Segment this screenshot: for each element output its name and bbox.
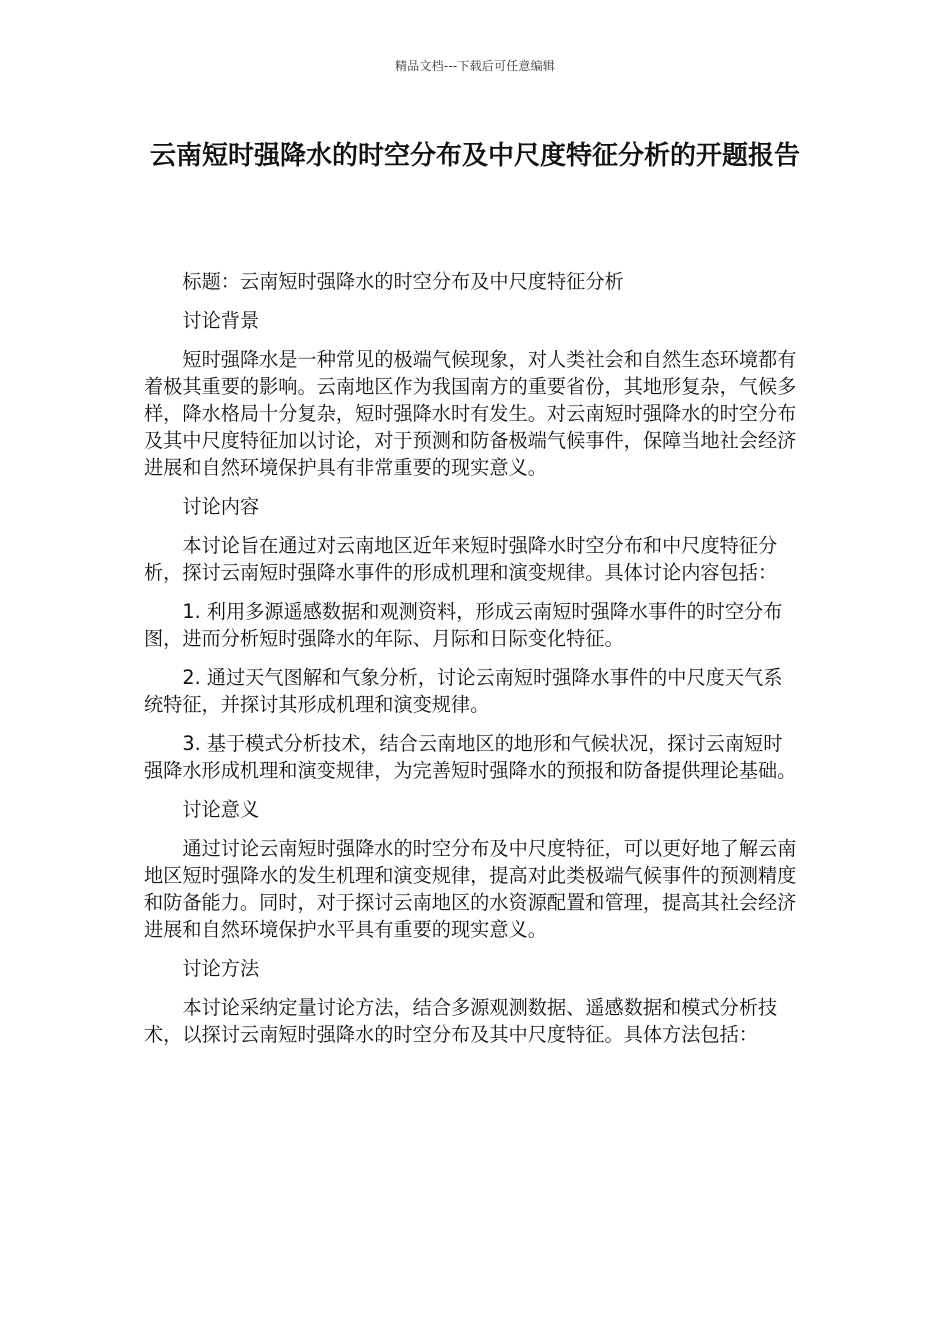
- list-item-1: 1. 利用多源遥感数据和观测资料，形成云南短时强降水事件的时空分布图，进而分析短时强降水的年际、月际和日际变化特征。: [144, 600, 783, 650]
- list-item-2: 2. 通过天气图解和气象分析，讨论云南短时强降水事件的中尺度天气系统特征，并探讨其形成机理和演变规律。: [144, 666, 783, 716]
- title-line: 标题：云南短时强降水的时空分布及中尺度特征分析: [182, 270, 624, 293]
- paragraph-significance: 通过讨论云南短时强降水的时空分布及中尺度特征，可以更好地了解云南地区短时强降水的发生机理和演变规律，提高对此类极端气候事件的预测精度和防备能力。同时，对于探讨云南地区的水资源配置和管理，提高其社会经济进展和自然环境保护水平具有重要的现实意义。: [144, 837, 797, 941]
- paragraph-methods: 本讨论采纳定量讨论方法，结合多源观测数据、遥感数据和模式分析技术，以探讨云南短时强降水的时空分布及其中尺度特征。具体方法包括：: [144, 996, 778, 1046]
- section-heading-content: 讨论内容: [182, 495, 260, 518]
- document-title: 云南短时强降水的时空分布及中尺度特征分析的开题报告: [149, 141, 800, 171]
- section-heading-methods: 讨论方法: [182, 957, 260, 980]
- page-header-note: 精品文档---下载后可任意编辑: [395, 59, 555, 73]
- paragraph-content-intro: 本讨论旨在通过对云南地区近年来短时强降水时空分布和中尺度特征分析，探讨云南短时强降水事件的形成机理和演变规律。具体讨论内容包括：: [144, 534, 778, 584]
- section-heading-background: 讨论背景: [182, 309, 260, 332]
- section-heading-significance: 讨论意义: [182, 798, 260, 821]
- paragraph-background: 短时强降水是一种常见的极端气候现象，对人类社会和自然生态环境都有着极其重要的影响。云南地区作为我国南方的重要省份，其地形复杂，气候多样，降水格局十分复杂，短时强降水时有发生。对云南短时强降水的时空分布及其中尺度特征加以讨论，对于预测和防备极端气候事件，保障当地社会经济进展和自然环境保护具有非常重要的现实意义。: [144, 348, 797, 479]
- list-item-3: 3. 基于模式分析技术，结合云南地区的地形和气候状况，探讨云南短时强降水形成机理和演变规律，为完善短时强降水的预报和防备提供理论基础。: [144, 732, 797, 782]
- document-body: [144, 268, 800, 1060]
